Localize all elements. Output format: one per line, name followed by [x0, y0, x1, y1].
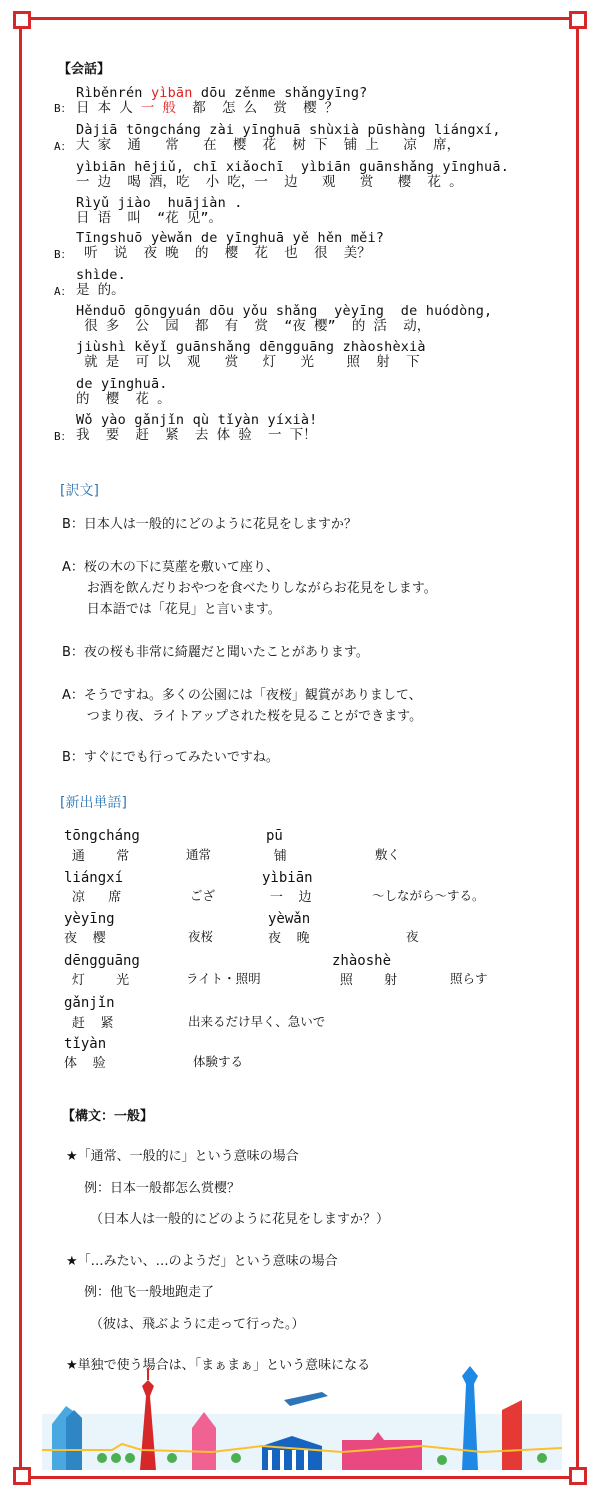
vocab-meaning: 照らす: [450, 971, 488, 986]
skyline-building: [502, 1400, 522, 1470]
vocabulary-title: [新出単語]: [60, 795, 127, 811]
skyline-building: [66, 1410, 82, 1470]
hanzi-line: 很 多 公 园 都 有 赏 “夜 樱” 的 活 动，: [76, 318, 431, 334]
hanzi-line: 一 边 喝 酒，吃 小 吃，一 边 观 赏 樱 花 。: [76, 174, 463, 190]
grammar-example: 例：他飞一般地跑走了: [84, 1285, 215, 1300]
vocab-meaning: 体験する: [193, 1054, 244, 1069]
frame-corner-ornament: [569, 11, 587, 29]
dialog-line: [76, 123, 501, 153]
vocab-meaning: 通常: [186, 847, 212, 862]
speaker-label: A：: [54, 285, 72, 298]
vocab-meaning: 夜: [406, 929, 419, 944]
pinyin-line: Tīngshuō yèwǎn de yīnghuā yě hěn měi?: [76, 230, 385, 246]
speaker-label: A：: [54, 140, 72, 153]
vocab-pinyin: yèyīng: [64, 911, 115, 927]
pinyin-line: de yīnghuā.: [76, 376, 168, 392]
translation-line: 日本語では「花見」と言います。: [62, 602, 281, 617]
vocab-meaning: ござ: [190, 888, 216, 903]
vocab-hanzi: 夜 樱: [64, 931, 106, 946]
vocab-meaning: 夜桜: [188, 929, 214, 944]
translation-line: A：桜の木の下に茣蓙を敷いて座り、: [62, 560, 279, 575]
translation-line: B：日本人は一般的にどのように花見をしますか？: [62, 517, 357, 532]
vocab-hanzi: 一 边: [262, 890, 312, 905]
pinyin-line: Dàjiā tōngcháng zài yīnghuā shùxià pūshàng liángxí,: [76, 122, 501, 138]
speaker-label: B：: [54, 430, 72, 443]
highlight-word: yìbān: [150, 85, 193, 101]
hanzi-line: 听 说 夜 晚 的 樱 花 也 很 美？: [76, 245, 371, 261]
airplane-icon: [284, 1392, 328, 1406]
hanzi-line: 日 语 叫 “花 见”。: [76, 210, 223, 226]
vocab-hanzi: 通 常: [64, 849, 130, 864]
vocab-hanzi: 体 验: [64, 1056, 106, 1071]
vocab-meaning: 出来るだけ早く、急いで: [188, 1014, 326, 1029]
vocab-pinyin: zhàoshè: [332, 953, 392, 969]
pinyin-line: jiùshì kěyǐ guānshǎng dēngguāng zhàoshèxià: [76, 339, 426, 355]
vocab-pinyin: yèwǎn: [268, 911, 311, 927]
vocab-meaning: 敷く: [375, 847, 401, 862]
hanzi-line: 大 家 通 常 在 樱 花 树 下 铺 上 凉 席，: [76, 137, 461, 153]
pinyin-line: Hěnduō gōngyuán dōu yǒu shǎng yèyīng de huódòng,: [76, 303, 493, 319]
vocab-pinyin: tǐyàn: [64, 1036, 107, 1052]
pinyin-line: Rìběnrén yìbān dōu zěnme shǎngyīng?: [76, 85, 368, 101]
dialog-line: [76, 160, 509, 190]
grammar-rule: ★「…みたい、…のようだ」という意味の場合: [66, 1254, 338, 1269]
vocab-pinyin: gǎnjǐn: [64, 995, 115, 1011]
vocab-pinyin: dēngguāng: [64, 953, 140, 969]
dialog-line: [76, 86, 367, 116]
vocab-meaning: ライト・照明: [186, 971, 261, 986]
vocab-pinyin: pū: [266, 828, 283, 844]
translation-line: B：夜の桜も非常に綺麗だと聞いたことがあります。: [62, 645, 369, 660]
pinyin-line: Rìyǔ jiào huājiàn .: [76, 195, 243, 211]
grammar-title: 【構文：一般】: [62, 1109, 154, 1124]
hanzi-line: 的 樱 花 。: [76, 391, 171, 407]
city-skyline-illustration: [22, 1366, 578, 1474]
hanzi-line: 我 要 赶 紧 去 体 验 一 下！: [76, 427, 317, 443]
grammar-translation: （彼は、飛ぶように走って行った。）: [90, 1317, 305, 1332]
dialog-line: [76, 377, 171, 407]
translation-line: B：すぐにでも行ってみたいですね。: [62, 750, 279, 765]
hanzi-line: 是 的。: [76, 282, 125, 298]
translation-line: つまり夜、ライトアップされた桜を見ることができます。: [62, 709, 423, 724]
vocab-hanzi: 铺: [266, 849, 287, 864]
dialog-line: [76, 413, 318, 443]
vocab-meaning: ～しながら～する。: [372, 888, 485, 903]
dialog-line: [76, 340, 426, 370]
hanzi-line: 就 是 可 以 观 赏 灯 光 照 射 下: [76, 354, 420, 370]
vocab-hanzi: 照 射: [332, 973, 398, 988]
vocab-pinyin: tōngcháng: [64, 828, 140, 844]
vocab-hanzi: 夜 晚: [268, 931, 310, 946]
pinyin-line: shìde.: [76, 267, 126, 283]
vocab-hanzi: 灯 光: [64, 973, 130, 988]
vocab-pinyin: yìbiān: [262, 870, 313, 886]
speaker-label: B：: [54, 248, 72, 261]
dialog-line: [76, 268, 126, 298]
hanzi-line: 日 本 人 一 般 都 怎 么 赏 樱 ？: [76, 100, 339, 116]
conversation-title: 【会話】: [58, 62, 111, 77]
vocab-pinyin: liángxí: [64, 870, 124, 886]
pinyin-line: yìbiān hējiǔ, chī xiǎochī yìbiān guānshǎng yīnghuā.: [76, 159, 510, 175]
grammar-rule: ★「通常、一般的に」という意味の場合: [66, 1149, 299, 1164]
dialog-line: [76, 304, 492, 334]
grammar-translation: （日本人は一般的にどのように花見をしますか？）: [90, 1212, 390, 1227]
pinyin-line: Wǒ yào gǎnjǐn qù tǐyàn yíxià!: [76, 412, 318, 428]
grammar-rule: ★単独で使う場合は、「まぁまぁ」という意味になる: [66, 1358, 371, 1373]
translation-line: お酒を飲んだりおやつを食べたりしながらお花見をします。: [62, 581, 437, 596]
dialog-line: [76, 231, 384, 261]
vocab-hanzi: 赶 紧: [64, 1016, 114, 1031]
speaker-label: B：: [54, 102, 72, 115]
grammar-example: 例：日本一般都怎么赏樱？: [84, 1181, 241, 1196]
vocab-hanzi: 凉 席: [64, 890, 122, 905]
translation-title: [訳文]: [60, 483, 99, 499]
dialog-line: [76, 196, 243, 226]
frame-corner-ornament: [13, 11, 31, 29]
translation-line: A：そうですね。多くの公園には「夜桜」観賞がありまして、: [62, 688, 422, 703]
highlight-word: 一 般: [140, 100, 177, 116]
